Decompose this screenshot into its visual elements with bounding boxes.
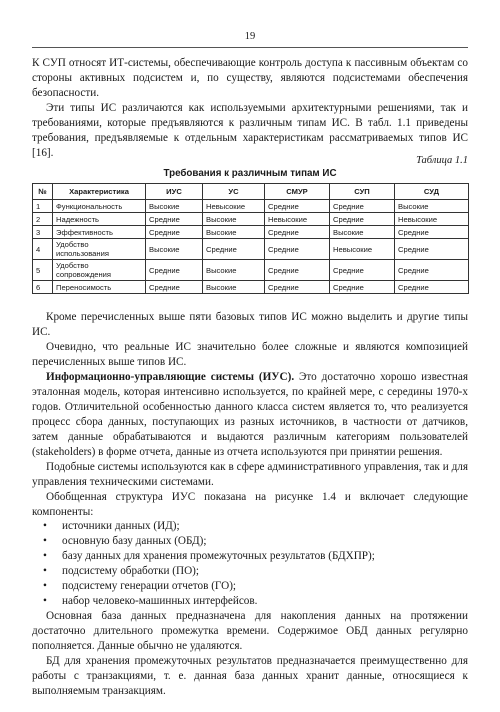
table-cell: Переносимость <box>53 281 146 294</box>
table-cell: Удобство сопровождения <box>53 260 146 281</box>
paragraph-intermediate-db: БД для хранения промежуточных результатов предназначается преимущественно для работы с транзакциями, т. е. данная база данных хранит данные, относящиеся к выполняемым транзакциям. <box>32 655 468 697</box>
paragraph-types: Эти типы ИС различаются как используемыми архитектурными решениями, так и требованиями, которые предъявляются к различным типам ИС. В табл. 1.1 приведены требования, предъявляемые к отдельным характеристикам рассматриваемых типов ИС [16]. <box>32 102 468 159</box>
header-cell: СМУР <box>265 184 330 200</box>
ius-heading: Информационно-управляющие системы (ИУС). <box>46 371 295 383</box>
list-item: • источники данных (ИД); <box>32 519 468 534</box>
table-cell: Невысокие <box>265 213 330 226</box>
header-cell: СУП <box>330 184 395 200</box>
header-cell: УС <box>203 184 265 200</box>
list-item: • основную базу данных (ОБД); <box>32 534 468 549</box>
table-cell: Функциональность <box>53 200 146 213</box>
table-cell: 2 <box>33 213 53 226</box>
table-cell: Высокие <box>330 226 395 239</box>
table-title: Требования к различным типам ИС <box>163 168 337 179</box>
table-cell: Надежность <box>53 213 146 226</box>
paragraph-structure: Обобщенная структура ИУС показана на рисунке 1.4 и включает следующие компоненты: <box>32 491 468 518</box>
header-cell: Характеристика <box>53 184 146 200</box>
table-cell: 3 <box>33 226 53 239</box>
table-cell: Высокие <box>146 200 203 213</box>
table-cell: Невысокие <box>203 200 265 213</box>
table-cell: 1 <box>33 200 53 213</box>
ius-text: Это достаточно хорошо известная эталонная модель, которая интенсивно используется, по крайней мере, с середины 1970-х годов. Отличительной особенностью данного класса систем является то, что реализуется процесс сбора данных, поступающих из разных источников, в частности от датчиков, затем данные обрабатываются и выдаются различным категориям пользователей (stakeholders) в форме отчета, данные из отчета используются при принятии решения. <box>32 371 468 458</box>
table-cell: Высокие <box>203 213 265 226</box>
table-cell: Средние <box>395 226 469 239</box>
table-cell: Средние <box>265 239 330 260</box>
table-cell: Средние <box>146 213 203 226</box>
requirements-table <box>32 183 469 294</box>
table-cell: Средние <box>265 281 330 294</box>
list-item: • подсистему обработки (ПО); <box>32 564 468 579</box>
table-cell: 6 <box>33 281 53 294</box>
paragraph-ius <box>32 370 468 459</box>
table-cell: Средние <box>330 200 395 213</box>
table-cell: Средние <box>146 281 203 294</box>
table-cell: Средние <box>265 226 330 239</box>
table-cell: Средние <box>395 260 469 281</box>
table-cell: Средние <box>330 213 395 226</box>
table-row <box>33 226 469 239</box>
table-cell: Средние <box>146 260 203 281</box>
paragraph-usage: Подобные системы используются как в сфере административного управления, так и для управления техническими системами. <box>32 461 468 488</box>
table-cell: Невысокие <box>330 239 395 260</box>
table-row <box>33 200 469 213</box>
paragraph-main-db: Основная база данных предназначена для накопления данных на протяжении достаточно длительного промежутка времени. Содержимое ОБД данных регулярно пополняется. Данные обычно не удаляются. <box>32 610 468 652</box>
table-cell: 5 <box>33 260 53 281</box>
table-cell: Средние <box>146 226 203 239</box>
table-cell: Средние <box>330 281 395 294</box>
table-cell: Средние <box>265 260 330 281</box>
table-row <box>33 239 469 260</box>
table-cell: Средние <box>265 200 330 213</box>
table-cell: Высокие <box>395 200 469 213</box>
table-row <box>33 281 469 294</box>
header-cell: № <box>33 184 53 200</box>
paragraph-composition: Очевидно, что реальные ИС значительно более сложные и являются композицией перечисленных выше типов ИС. <box>32 341 468 368</box>
list-item: • базу данных для хранения промежуточных результатов (БДХПР); <box>32 549 468 564</box>
table-cell: Эффективность <box>53 226 146 239</box>
table-cell: Средние <box>203 239 265 260</box>
table-cell: Высокие <box>203 281 265 294</box>
table-cell: Высокие <box>203 226 265 239</box>
table-cell: Средние <box>395 281 469 294</box>
header-rule <box>32 47 468 48</box>
list-item: • подсистему генерации отчетов (ГО); <box>32 579 468 594</box>
table-cell: Удобство использования <box>53 239 146 260</box>
table-cell: Высокие <box>146 239 203 260</box>
list-item: • набор человеко-машинных интерфейсов. <box>32 594 468 609</box>
table-row <box>33 213 469 226</box>
paragraph-other-types: Кроме перечисленных выше пяти базовых типов ИС можно выделить и другие типы ИС. <box>32 311 468 338</box>
table-row <box>33 260 469 281</box>
table-caption: Таблица 1.1 <box>416 155 468 166</box>
page-number: 19 <box>244 31 256 42</box>
table-cell: Высокие <box>203 260 265 281</box>
paragraph-intro-continuation: К СУП относят ИТ-системы, обеспечивающие контроль доступа к пассивным объектам со стороны активных подсистем и, по существу, являются подсистемами обеспечения безопасности. <box>32 57 468 99</box>
table-header-row <box>33 184 469 200</box>
table-cell: 4 <box>33 239 53 260</box>
header-cell: ИУС <box>146 184 203 200</box>
components-list <box>32 519 468 608</box>
table-cell: Невысокие <box>395 213 469 226</box>
table-cell: Средние <box>395 239 469 260</box>
header-cell: СУД <box>395 184 469 200</box>
table-cell: Средние <box>330 260 395 281</box>
